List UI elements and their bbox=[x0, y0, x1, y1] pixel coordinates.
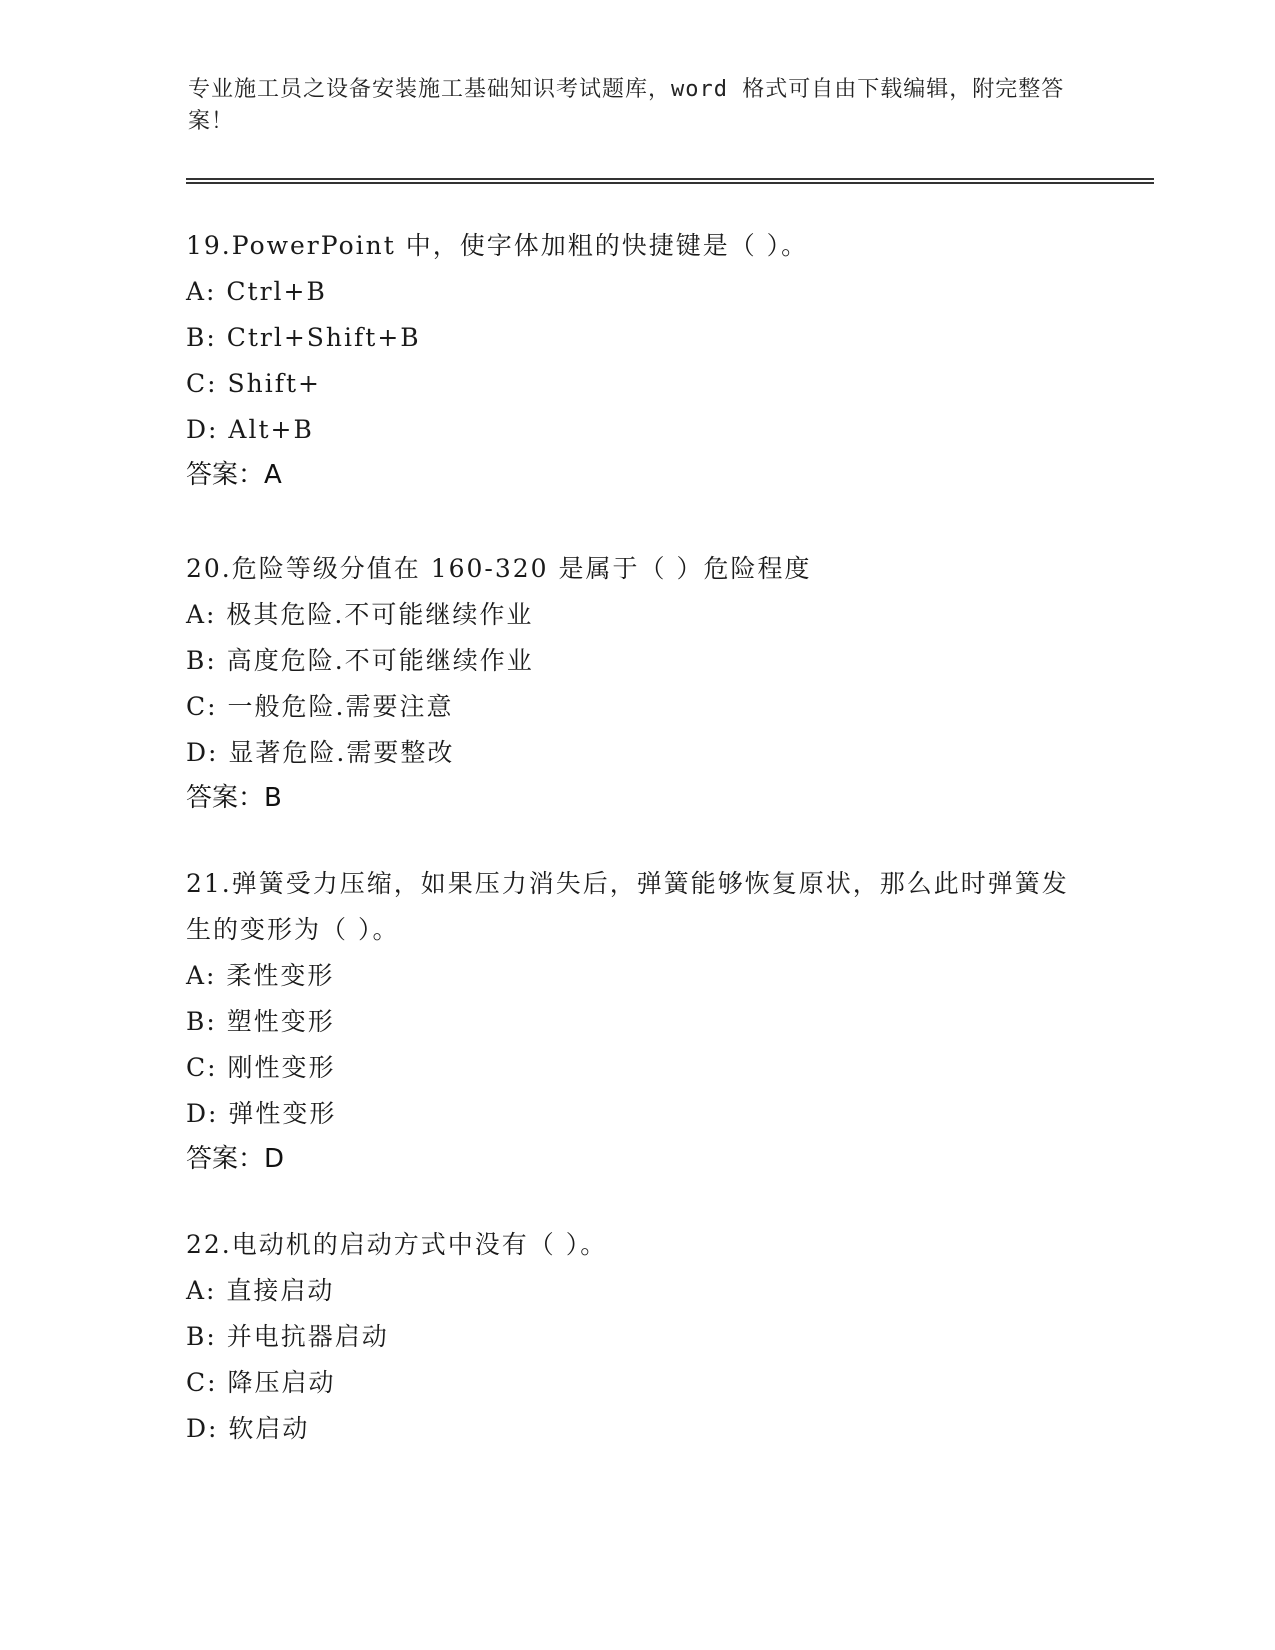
option-a: A: Ctrl+B bbox=[186, 277, 327, 306]
option-d: D: 软启动 bbox=[186, 1414, 310, 1443]
answer-line: 答案：A bbox=[186, 460, 282, 490]
option-a: A: 极其危险.不可能继续作业 bbox=[186, 600, 534, 629]
answer-line: 答案：B bbox=[186, 783, 282, 813]
option-b: B: 并电抗器启动 bbox=[186, 1322, 389, 1351]
option-d: D: 显著危险.需要整改 bbox=[186, 738, 455, 767]
question-stem: 20.危险等级分值在 160-320 是属于（ ）危险程度 bbox=[186, 554, 812, 583]
option-c: C: 一般危险.需要注意 bbox=[186, 692, 454, 721]
question-20 bbox=[186, 546, 1086, 820]
question-stem: 22.电动机的启动方式中没有（ ）。 bbox=[186, 1230, 608, 1259]
option-c: C: Shift+ bbox=[186, 369, 321, 398]
question-stem: 21.弹簧受力压缩，如果压力消失后，弹簧能够恢复原状，那么此时弹簧发生的变形为（ ）。 bbox=[186, 869, 1069, 944]
answer-line: 答案：D bbox=[186, 1144, 285, 1174]
question-21 bbox=[186, 861, 1086, 1181]
option-b: B: 高度危险.不可能继续作业 bbox=[186, 646, 534, 675]
header-double-rule bbox=[186, 178, 1154, 184]
option-a: A: 柔性变形 bbox=[186, 961, 335, 990]
option-c: C: 降压启动 bbox=[186, 1368, 336, 1397]
question-19 bbox=[186, 223, 1086, 497]
question-stem: 19.PowerPoint 中，使字体加粗的快捷键是（ ）。 bbox=[186, 231, 809, 260]
question-22 bbox=[186, 1222, 1086, 1452]
option-a: A: 直接启动 bbox=[186, 1276, 335, 1305]
option-c: C: 刚性变形 bbox=[186, 1053, 336, 1082]
option-d: D: Alt+B bbox=[186, 415, 314, 444]
option-b: B: Ctrl+Shift+B bbox=[186, 323, 421, 352]
option-b: B: 塑性变形 bbox=[186, 1007, 335, 1036]
option-d: D: 弹性变形 bbox=[186, 1099, 337, 1128]
page-header-text: 专业施工员之设备安装施工基础知识考试题库，word 格式可自由下载编辑，附完整答案！ bbox=[188, 77, 1065, 134]
